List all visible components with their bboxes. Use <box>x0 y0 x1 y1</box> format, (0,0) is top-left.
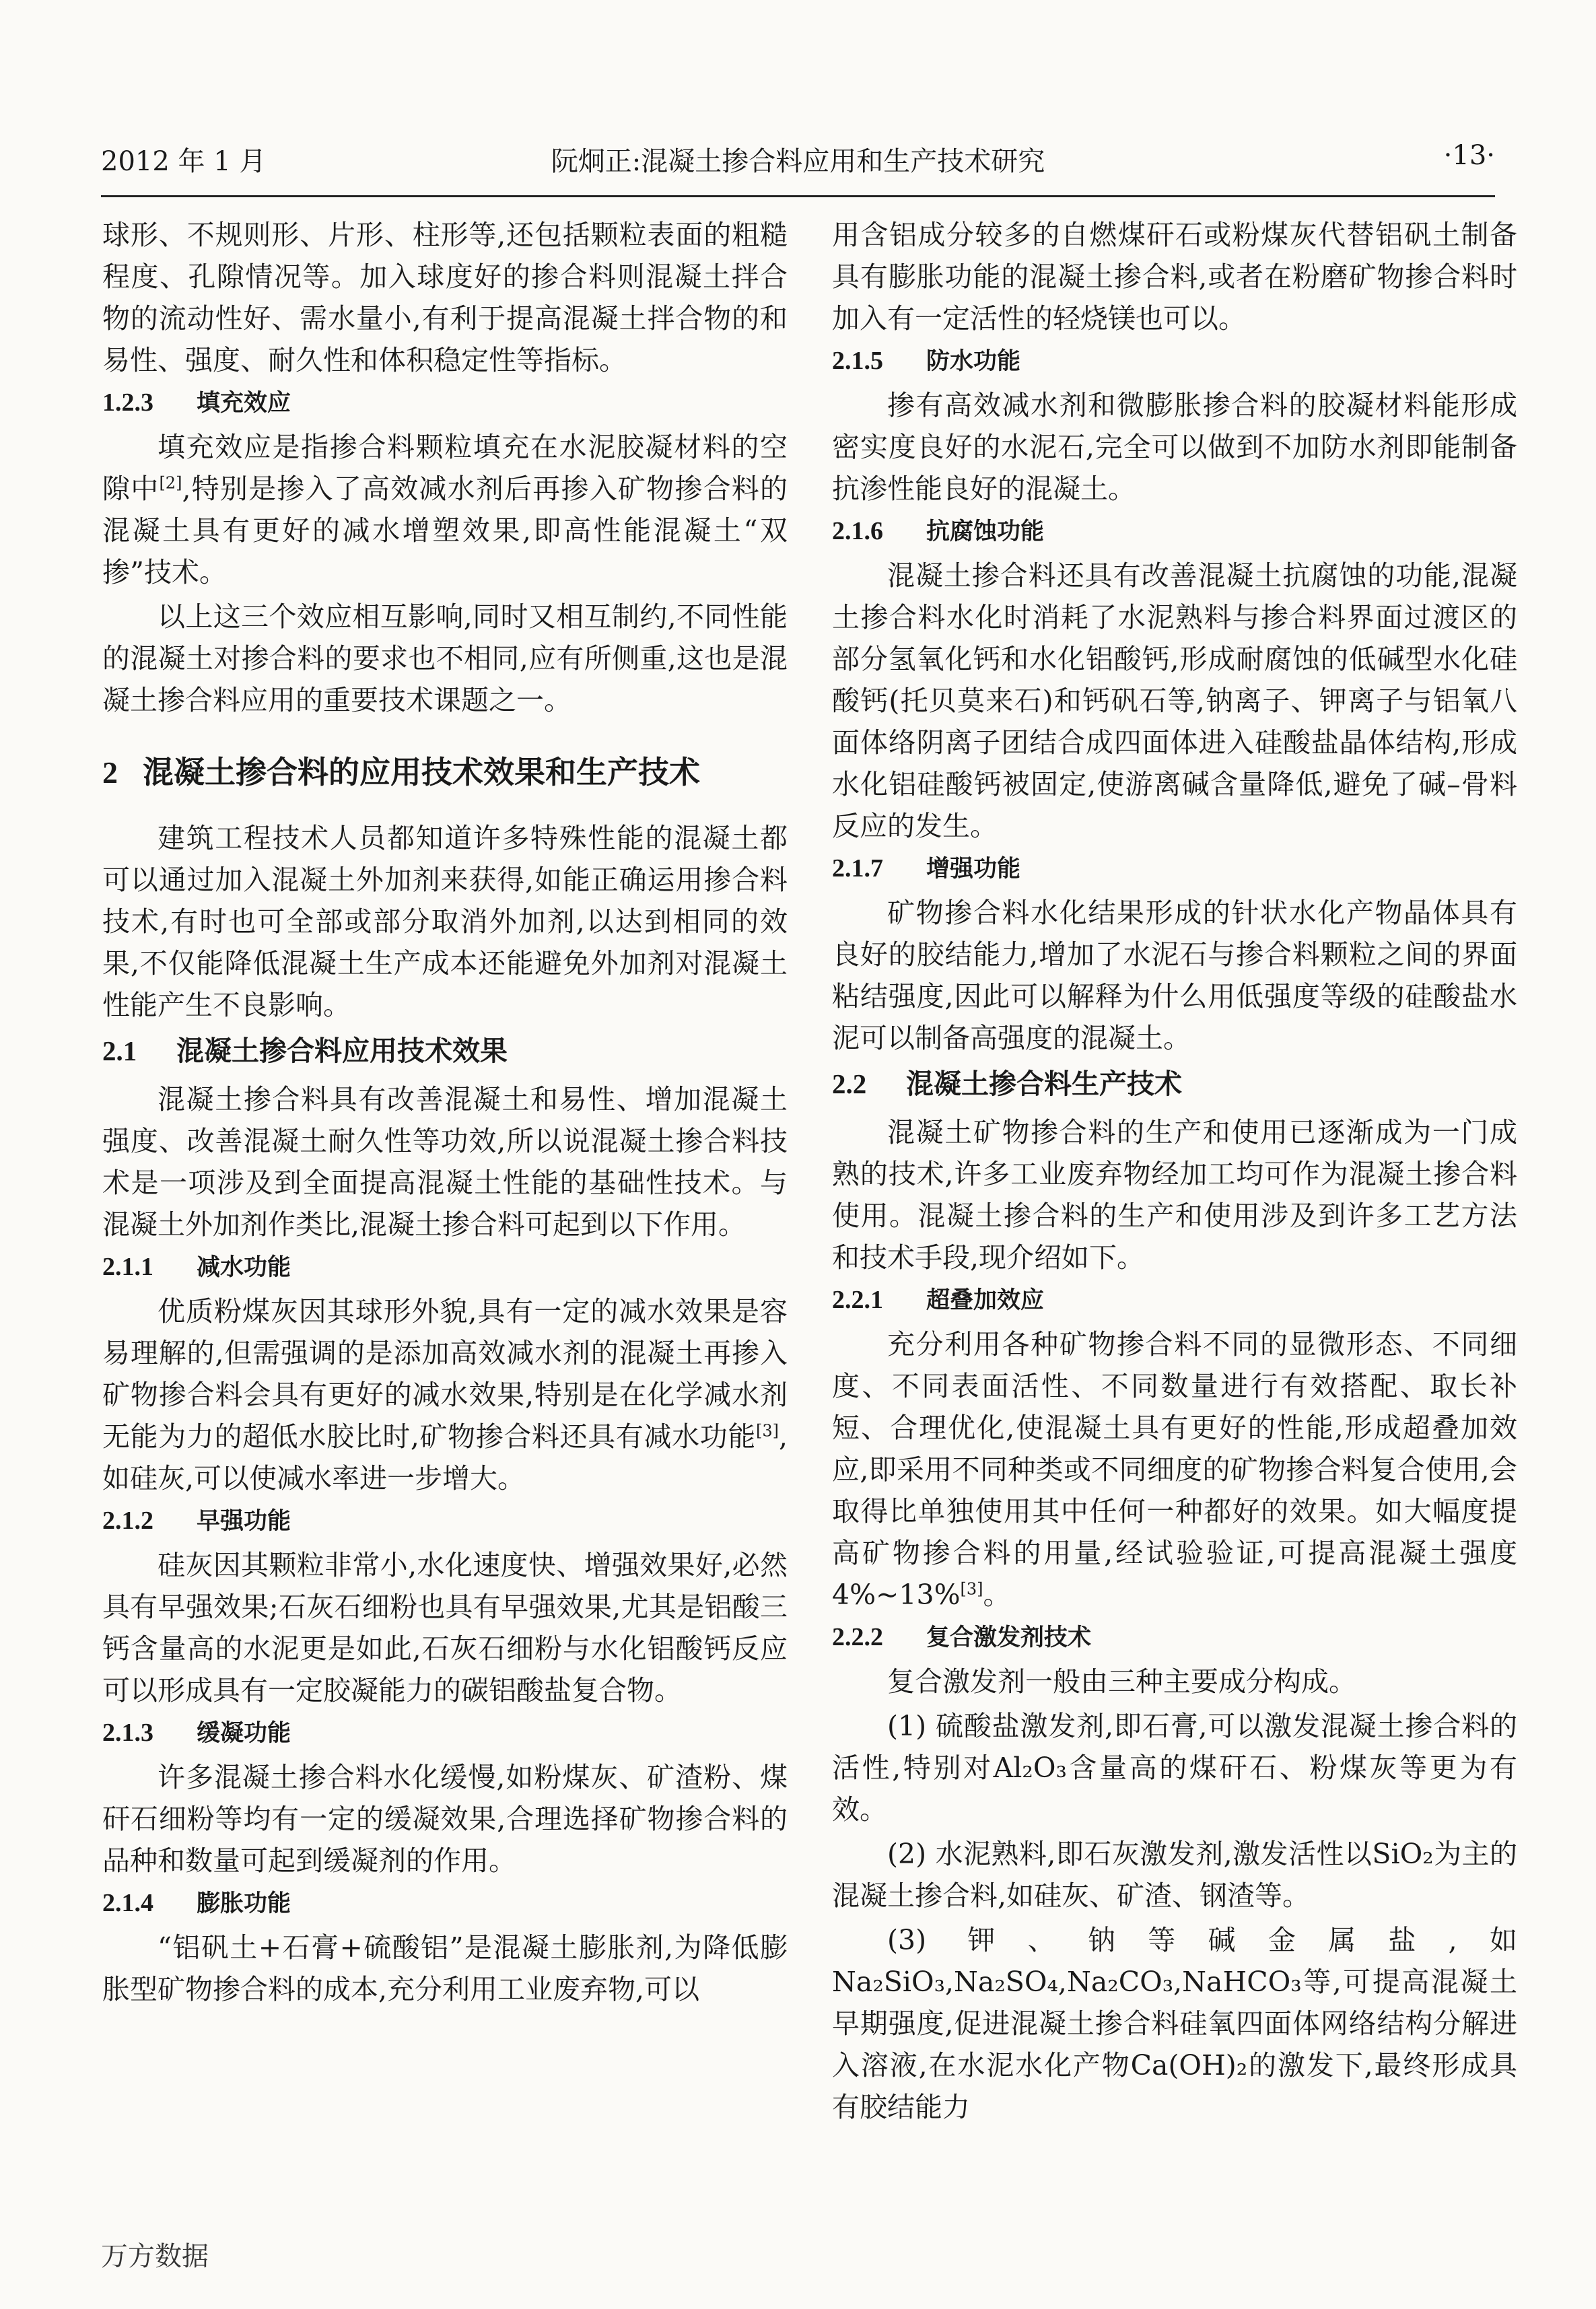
section-title: 增强功能 <box>926 856 1021 883</box>
paragraph-2-2: 混凝土矿物掺合料的生产和使用已逐渐成为一门成熟的技术,许多工业废弃物经加工均可作为混凝土掺合料使用。混凝土掺合料的生产和使用涉及到许多工艺方法和技术手段,现介绍如下。 <box>832 1116 1517 1274</box>
section-number: 2.1.6 <box>832 517 883 545</box>
section-number: 2.1.1 <box>102 1253 153 1281</box>
section-heading-2-1-5 <box>832 342 1517 380</box>
paragraph-2-1-5: 掺有高效减水剂和微膨胀掺合料的胶凝材料能形成密实度良好的水泥石,完全可以做到不加防水剂即能制备抗渗性能良好的混凝土。 <box>832 389 1517 505</box>
section-number: 2 <box>102 755 118 790</box>
section-heading-2 <box>102 748 788 797</box>
section-heading-2-2 <box>832 1063 1517 1105</box>
paragraph-2-1-3: 许多混凝土掺合料水化缓慢,如粉煤灰、矿渣粉、煤矸石细粉等均有一定的缓凝效果,合理选择矿物掺合料的品种和数量可起到缓凝剂的作用。 <box>102 1761 788 1877</box>
section-title: 缓凝功能 <box>197 1720 291 1747</box>
page-number: ·13· <box>1443 140 1495 171</box>
section-title: 减水功能 <box>197 1254 291 1281</box>
section-heading-2-2-2 <box>832 1618 1517 1657</box>
section-title: 混凝土掺合料生产技术 <box>906 1068 1182 1100</box>
header-title: 阮炯正:混凝土掺合料应用和生产技术研究 <box>551 146 1045 177</box>
section-title: 超叠加效应 <box>926 1287 1045 1314</box>
section-heading-2-1-1 <box>102 1248 788 1286</box>
paragraph-2-1-7: 矿物掺合料水化结果形成的针状水化产物晶体具有良好的胶结能力,增加了水泥石与掺合料颗粒之间的界面粘结强度,因此可以解释为什么用低强度等级的硅酸盐水泥可以制备高强度的混凝土。 <box>832 897 1517 1054</box>
footer-watermark: 万方数据 <box>101 2241 209 2272</box>
section-number: 2.1.5 <box>832 347 883 375</box>
section-title: 膨胀功能 <box>197 1890 291 1917</box>
section-number: 2.1.7 <box>832 854 883 883</box>
section-heading-2-1-3 <box>102 1714 788 1752</box>
text-run: 填充效应是指掺合料颗粒填充在水泥胶凝材料的空隙中 <box>102 431 788 505</box>
section-number: 2.2.1 <box>832 1286 883 1314</box>
section-heading-2-1-7 <box>832 850 1517 888</box>
header-date: 2012 年 1 月 <box>101 146 267 177</box>
paragraph-2-1-2: 硅灰因其颗粒非常小,水化速度快、增强效果好,必然具有早强效果;石灰石细粉也具有早强效果,尤其是铝酸三钙含量高的水泥更是如此,石灰石细粉与水化铝酸钙反应可以形成具有一定胶凝能力的碳铝酸盐复合物。 <box>102 1549 788 1707</box>
section-number: 2.2.2 <box>832 1623 883 1651</box>
section-title: 防水功能 <box>926 348 1021 375</box>
citation-ref: [2] <box>159 473 182 493</box>
section-heading-2-1 <box>102 1030 788 1072</box>
section-number: 2.1.4 <box>102 1889 153 1917</box>
section-heading-2-1-2 <box>102 1502 788 1540</box>
section-title: 早强功能 <box>197 1508 291 1535</box>
paragraph-2-1-1 <box>102 1290 788 1499</box>
paragraph-continued: 球形、不规则形、片形、柱形等,还包括颗粒表面的粗糙程度、孔隙情况等。加入球度好的掺合料则混凝土拌合物的流动性好、需水量小,有利于提高混凝土拌合物的和易性、强度、耐久性和体积稳定性等指标。 <box>102 219 788 376</box>
paragraph-2-1-6: 混凝土掺合料还具有改善混凝土抗腐蚀的功能,混凝土掺合料水化时消耗了水泥熟料与掺合料界面过渡区的部分氢氧化钙和水化铝酸钙,形成耐腐蚀的低碱型水化硅酸钙(托贝莫来石)和钙矾石等,钠离子、钾离子与铝氧八面体络阴离子团结合成四面体进入硅酸盐晶体结构,形成水化铝硅酸钙被固定,使游离碱含量降低,避免了碱–骨料反应的发生。 <box>832 559 1517 842</box>
section-title: 填充效应 <box>197 390 291 417</box>
section-heading-2-2-1 <box>832 1281 1517 1319</box>
section-number: 1.2.3 <box>102 388 153 417</box>
text-run: ,特别是掺入了高效减水剂后再掺入矿物掺合料的混凝土具有更好的减水增塑效果,即高性能混凝土“双掺”技术。 <box>102 473 788 588</box>
section-heading-1-2-3 <box>102 384 788 422</box>
section-title: 抗腐蚀功能 <box>926 518 1045 545</box>
list-item-clinker-activator: (2) 水泥熟料,即石灰激发剂,激发活性以SiO₂为主的混凝土掺合料,如硅灰、矿渣、钢渣等。 <box>832 1838 1517 1912</box>
paragraph-filling-effect <box>102 426 788 593</box>
left-column <box>102 214 788 2013</box>
paragraph-2-2-2-intro: 复合激发剂一般由三种主要成分构成。 <box>887 1665 1356 1698</box>
header-rule <box>101 195 1495 197</box>
right-column <box>832 214 1517 2131</box>
paragraph-continued: 用含铝成分较多的自燃煤矸石或粉煤灰代替铝矾土制备具有膨胀功能的混凝土掺合料,或者在粉磨矿物掺合料时加入有一定活性的轻烧镁也可以。 <box>832 219 1517 335</box>
running-header <box>101 140 1495 180</box>
citation-ref: [3] <box>960 1579 983 1599</box>
paragraph-2-2-1 <box>832 1323 1517 1616</box>
paragraph-section-2-intro: 建筑工程技术人员都知道许多特殊性能的混凝土都可以通过加入混凝土外加剂来获得,如能正确运用掺合料技术,有时也可全部或部分取消外加剂,以达到相同的效果,不仅能降低混凝土生产成本还能避免外加剂对混凝土性能产生不良影响。 <box>102 822 788 1021</box>
section-number: 2.2 <box>832 1068 867 1099</box>
paragraph-three-effects: 以上这三个效应相互影响,同时又相互制约,不同性能的混凝土对掺合料的要求也不相同,应有所侧重,这也是混凝土掺合料应用的重要技术课题之一。 <box>102 600 788 716</box>
section-heading-2-1-4 <box>102 1884 788 1923</box>
list-item-sulfate-activator: (1) 硫酸盐激发剂,即石膏,可以激发混凝土掺合料的活性,特别对Al₂O₃含量高的煤矸石、粉煤灰等更为有效。 <box>832 1710 1517 1826</box>
section-heading-2-1-6 <box>832 512 1517 551</box>
section-number: 2.1 <box>102 1035 137 1066</box>
section-number: 2.1.3 <box>102 1719 153 1747</box>
list-item-alkali-salts: (3) 钾、钠等碱金属盐,如Na₂SiO₃,Na₂SO₄,Na₂CO₃,NaHCO₃等,可提高混凝土早期强度,促进混凝土掺合料硅氧四面体网络结构分解进入溶液,在水泥水化产物Ca(OH)₂的激发下,最终形成具有胶结能力 <box>832 1924 1517 2123</box>
paragraph-2-1: 混凝土掺合料具有改善混凝土和易性、增加混凝土强度、改善混凝土耐久性等功效,所以说混凝土掺合料技术是一项涉及到全面提高混凝土性能的基础性技术。与混凝土外加剂作类比,混凝土掺合料可起到以下作用。 <box>102 1083 788 1241</box>
section-number: 2.1.2 <box>102 1507 153 1535</box>
text-run: 优质粉煤灰因其球形外貌,具有一定的减水效果是容易理解的,但需强调的是添加高效减水剂的混凝土再掺入矿物掺合料会具有更好的减水效果,特别是在化学减水剂无能为力的超低水胶比时,矿物掺合料还具有减水功能 <box>102 1295 788 1453</box>
section-title: 混凝土掺合料应用技术效果 <box>176 1035 508 1067</box>
text-run: 充分利用各种矿物掺合料不同的显微形态、不同细度、不同表面活性、不同数量进行有效搭配、取长补短、合理优化,使混凝土具有更好的性能,形成超叠加效应,即采用不同种类或不同细度的矿物掺合料复合使用,会取得比单独使用其中任何一种都好的效果。如大幅度提高矿物掺合料的用量,经试验验证,可提高混凝土强度4%~13% <box>832 1328 1517 1611</box>
paragraph-2-1-4: “铝矾土+石膏+硫酸铝”是混凝土膨胀剂,为降低膨胀型矿物掺合料的成本,充分利用工业废弃物,可以 <box>102 1931 788 2005</box>
text-run: 。 <box>983 1579 1011 1611</box>
text-run: ,如硅灰,可以使减水率进一步增大。 <box>102 1420 788 1494</box>
section-title: 混凝土掺合料的应用技术效果和生产技术 <box>143 754 700 790</box>
citation-ref: [3] <box>755 1421 779 1441</box>
section-title: 复合激发剂技术 <box>926 1624 1092 1651</box>
